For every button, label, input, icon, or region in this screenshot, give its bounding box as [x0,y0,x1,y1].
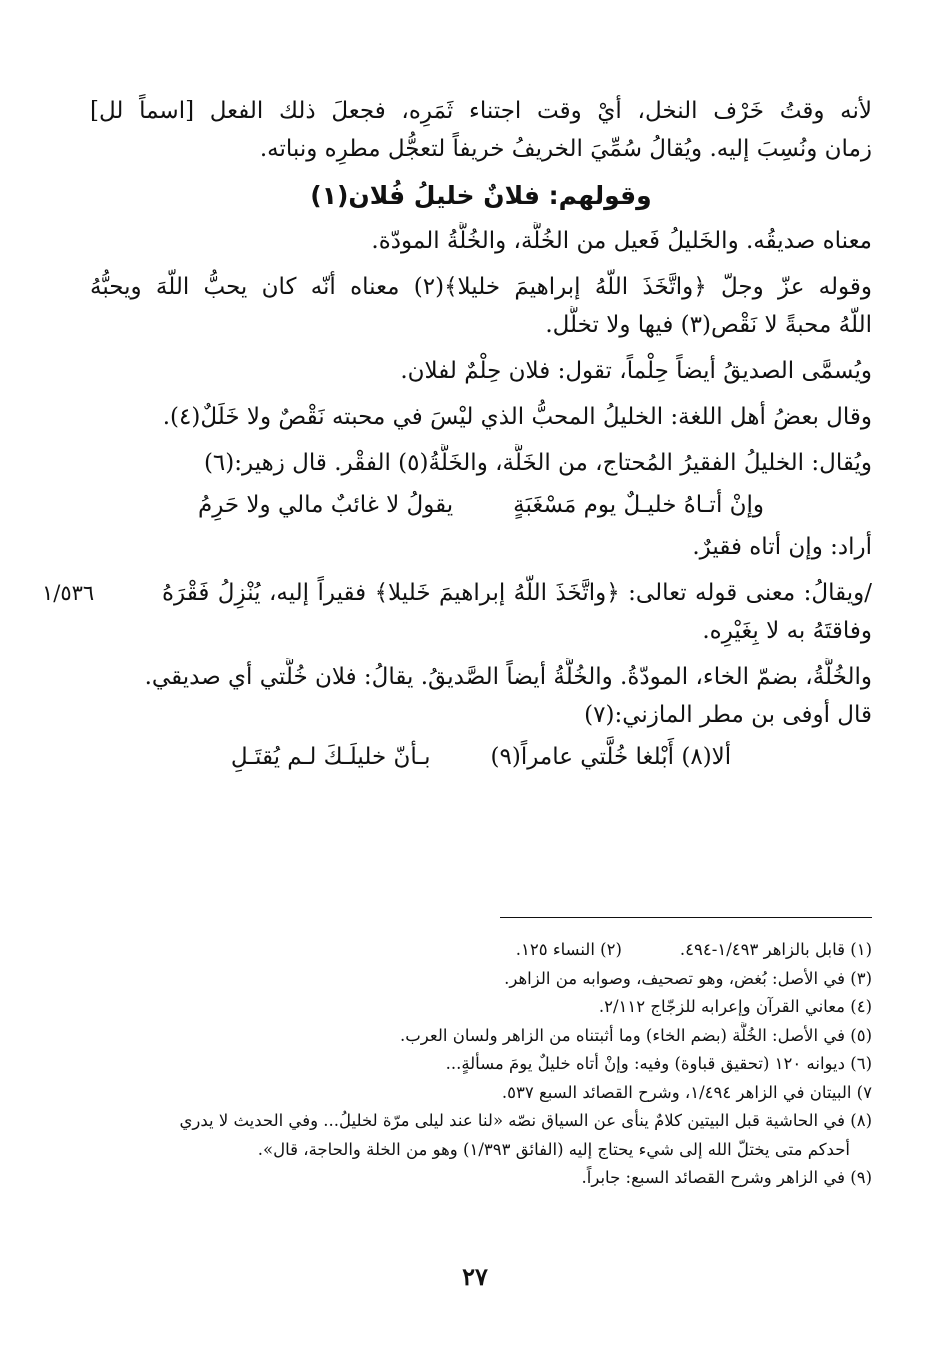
body-line: أراد: وإن أتاه فقيرٌ. [692,534,872,560]
footnote: (٥) في الأصل: الخُلَّة (بضم الخاء) وما أثبتناه من الزاهر ولسان العرب. [400,1025,872,1045]
footnote: (١) قابل بالزاهر ١/٤٩٣-٤٩٤. [679,940,872,959]
body-line: والخُلَّةُ، بضمّ الخاء، المودّةُ. والخُلَّةُ أيضاً الصَّديقُ. يقالُ: فلان خُلَّتي أي صديقي. [144,664,872,690]
footnote: (٤) معاني القرآن وإعرابه للزجّاج ٢/١١٢. [598,997,872,1016]
section-heading: وقولهم: فلانٌ خليلُ فُلان(١) [310,181,652,210]
poem-verse [90,482,872,528]
body-line: لأنه وقتُ خَرْف النخل، أيْ وقت اجتناء ثَمَرِه، فجعلَ ذلك الفعل [اسماً لل] [90,98,872,124]
body-line: ويُقال: الخليلُ الفقيرُ المُحتاج، من الخَلَّة، والخَلَّةُ(٥) الفقْر. قال زهير:(٦) [203,450,872,476]
footnote: (٣) في الأصل: بُغض، وهو تصحيف، وصوابه من الزاهر. [504,968,872,988]
body-line: معناه صديقُه. والخَليلُ فَعيل من الخُلَّة، والخُلَّةُ المودّة. [371,228,872,254]
footnotes [82,936,872,1193]
body-line: وفاقتَهُ به لا بِغَيْرِه. [702,618,872,644]
body-line: وقوله عزّ وجلّ ﴿واتَّخَذَ اللّهُ إبراهيمَ خليلا﴾(٢) معناه أنّه كان يحبُّ اللّهَ ويحبُّهُ [90,274,872,300]
body-line: ويُسمَّى الصديقُ أيضاً حِلْماً، تقول: فلان حِلْمٌ لفلان. [400,358,872,384]
manuscript-page-reference: ١/٥٣٦ [42,581,95,605]
body-line: وقال بعضُ أهل اللغة: الخليلُ المحبُّ الذي ليْسَ في محبته نَقْصٌ ولا خَلَلٌ(٤). [162,404,872,430]
verse-first-hemistich: ألا(٨) أَبْلغا خُلَّتي عامراً(٩) [490,744,732,770]
footnote-continuation: أحدكم متى يختلّ الله إلى شيء يحتاج إليه (الفائق ١/٣٩٣) وهو من الخلة والحاجة، قال». [257,1139,850,1159]
body-line-with-margin-ref [42,574,872,612]
body-line: زمان ونُسِبَ إليه. ويُقالُ سُمِّيَ الخريفُ خريفاً لتعجُّل مطرِه ونباته. [259,136,872,162]
verse-first-hemistich: وإنْ أتـاهُ خليـلٌ يوم مَسْغَبَةٍ [513,492,765,518]
verse-second-hemistich: بـأنّ خليلَـكَ لـم يُقتَـلِ [230,744,431,770]
footnote: ٧) البيتان في الزاهر ١/٤٩٤، وشرح القصائد السبع ٥٣٧. [501,1082,872,1102]
footnote: (٦) ديوانه ١٢٠ (تحقيق قباوة) وفيه: وإنْ أتاه خليلٌ يومَ مسألةٍ... [445,1054,872,1073]
body-line: قال أوفى بن مطر المازني:(٧) [584,702,872,728]
footnote: (٩) في الزاهر وشرح القصائد السبع: جابراً. [581,1168,872,1187]
page-number: ٢٧ [462,1262,488,1291]
body-line: اللّهُ محبةً لا نَقْص(٣) فيها ولا تخلُّل. [545,312,872,338]
footnote-separator [500,917,872,918]
footnote-row [82,936,872,965]
verse-second-hemistich: يقولُ لا غائبٌ مالي ولا حَرِمُ [197,492,454,518]
body-line: /ويقالُ: معنى قوله تعالى: ﴿واتَّخَذَ اللّهُ إبراهيمَ خَليلا﴾ فقيراً إليه، يُنْزِلُ فَقْرَهُ [162,580,872,606]
footnote: (٢) النساء ١٢٥. [515,940,622,959]
poem-verse [90,734,872,780]
footnote: (٨) في الحاشية قبل البيتين كلامٌ ينأى عن السياق نصّه «لنا عند ليلى مرّة لخليلُ... وفي الحديث لا يدري [179,1111,872,1130]
